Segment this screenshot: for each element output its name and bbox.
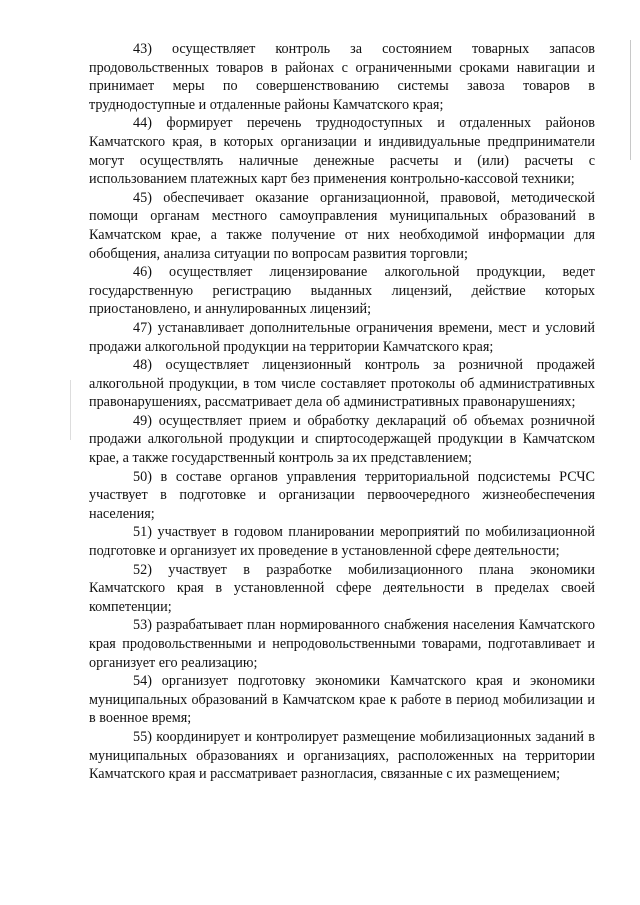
paragraph-43: 43) осуществляет контроль за состоянием товарных запасов продовольственных товаров в районах с ограниченными сроками навигации и принимает меры по совершенствованию системы завоза товаров в труднодоступные и отдаленные районы Камчатского края;	[89, 41, 595, 113]
paragraph-47: 47) устанавливает дополнительные ограничения времени, мест и условий продажи алкогольной продукции на территории Камчатского края;	[89, 319, 595, 355]
paragraph-46: 46) осуществляет лицензирование алкогольной продукции, ведет государственную регистрацию выданных лицензий, действие которых приостановлено, и аннулированных лицензий;	[89, 264, 595, 318]
scan-edge-mark	[630, 40, 631, 160]
paragraph-44: 44) формирует перечень труднодоступных и отдаленных районов Камчатского края, в которых организации и индивидуальные предприниматели могут осуществлять наличные денежные расчеты и (или) расчеты с использованием платежных карт без применения контрольно-кассовой техники;	[89, 115, 595, 188]
paragraph-54: 54) организует подготовку экономики Камчатского края и экономики муниципальных образований в Камчатском крае к работе в период мобилизации и в военное время;	[89, 673, 595, 727]
paragraph-51: 51) участвует в годовом планировании мероприятий по мобилизационной подготовке и организует их проведение в установленной сфере деятельности;	[89, 524, 595, 560]
paragraph-48: 48) осуществляет лицензионный контроль за розничной продажей алкогольной продукции, в том числе составляет протоколы об административных правонарушениях, рассматривает дела об административных правонарушениях;	[89, 357, 595, 411]
scan-edge-mark	[70, 380, 71, 440]
paragraph-50: 50) в составе органов управления территориальной подсистемы РСЧС участвует в подготовке и организации первоочередного жизнеобеспечения населения;	[89, 468, 595, 522]
document-body	[89, 40, 595, 784]
paragraph-52: 52) участвует в разработке мобилизационного плана экономики Камчатского края в установленной сфере деятельности в пределах своей компетенции;	[89, 561, 595, 615]
paragraph-45: 45) обеспечивает оказание организационной, правовой, методической помощи органам местного самоуправления муниципальных образований в Камчатском крае, а также получение от них необходимой информации для обобщения, анализа ситуации по вопросам развития торговли;	[89, 189, 595, 262]
paragraph-53: 53) разрабатывает план нормированного снабжения населения Камчатского края продовольственными и непродовольственными товарами, подготавливает и организует его реализацию;	[89, 617, 595, 671]
paragraph-55: 55) координирует и контролирует размещение мобилизационных заданий в муниципальных образованиях и организациях, расположенных на территории Камчатского края и рассматривает разногласия, связанные с их размещением;	[89, 728, 595, 783]
paragraph-49: 49) осуществляет прием и обработку деклараций об объемах розничной продажи алкогольной продукции и спиртосодержащей продукции в Камчатском крае, а также государственный контроль за их представлением;	[89, 412, 595, 467]
